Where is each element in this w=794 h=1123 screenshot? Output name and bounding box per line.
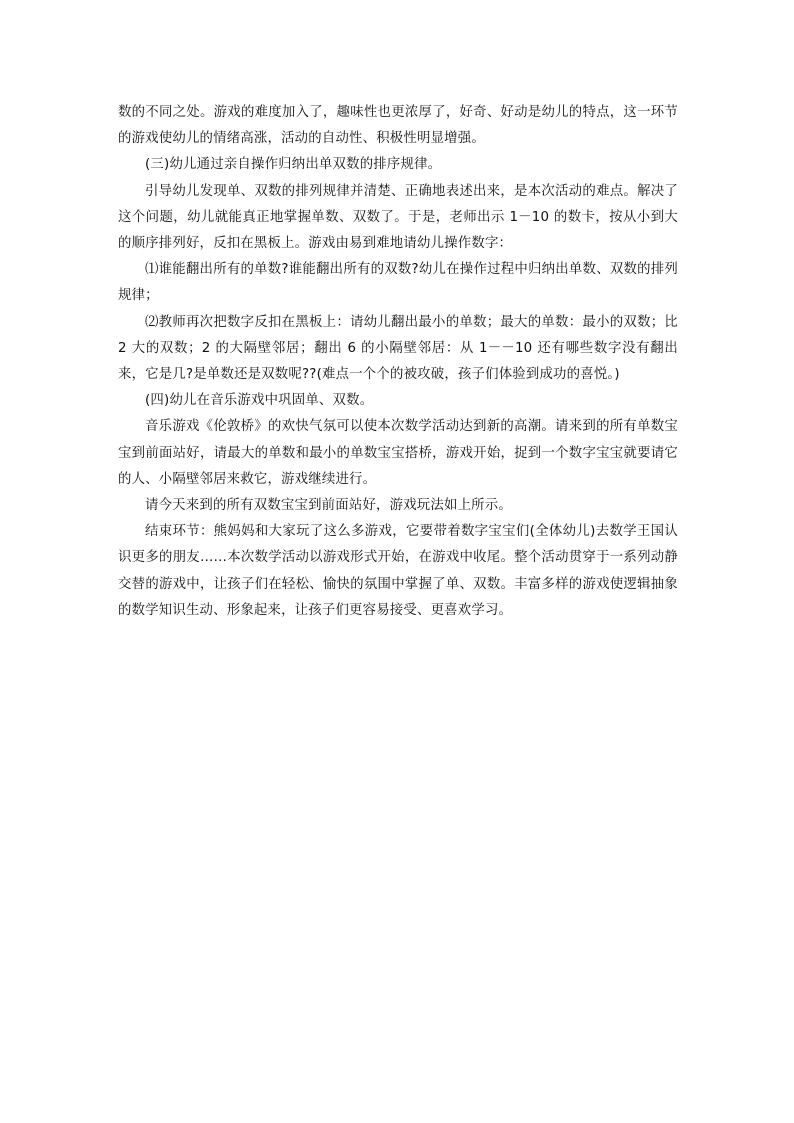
paragraph-8: 请今天来到的所有双数宝宝到前面站好，游戏玩法如上所示。 — [145, 498, 512, 514]
paragraph-9-conclusion: 结束环节：熊妈妈和大家玩了这么多游戏，它要带着数字宝宝们(全体幼儿)去数学王国认识更多的朋友……本次数学活动以游戏形式开始，在游戏中收尾。整个活动贯穿于一系列动静交替的游戏中，让孩子们在轻松、愉快的氛围中掌握了单、双数。丰富多样的游戏使逻辑抽象的数学知识生动、形象起来，让孩子们更容易接受、更喜欢学习。 — [118, 524, 678, 618]
paragraph-2-heading-three: (三)幼儿通过亲自操作归纳出单双数的排序规律。 — [145, 157, 442, 173]
paragraph-3: 引导幼儿发现单、双数的排列规律并清楚、正确地表述出来，是本次活动的难点。解决了这个问题，幼儿就能真正地掌握单数、双数了。于是，老师出示 1－10 的数卡，按从小到大的顺序排列好，反扣在黑板上。游戏由易到难地请幼儿操作数字： — [118, 183, 678, 252]
document-body — [118, 100, 678, 624]
paragraph-1: 数的不同之处。游戏的难度加入了，趣味性也更浓厚了，好奇、好动是幼儿的特点，这一环节的游戏使幼儿的情绪高涨，活动的自动性、积极性明显增强。 — [118, 105, 678, 147]
paragraph-6-heading-four: (四)幼儿在音乐游戏中巩固单、双数。 — [145, 393, 374, 409]
paragraph-7: 音乐游戏《伦敦桥》的欢快气氛可以使本次数学活动达到新的高潮。请来到的所有单数宝宝到前面站好，请最大的单数和最小的单数宝宝搭桥，游戏开始，捉到一个数字宝宝就要请它的人、小隔壁邻居来救它，游戏继续进行。 — [118, 419, 678, 487]
paragraph-4-step-one: ⑴谁能翻出所有的单数?谁能翻出所有的双数?幼儿在操作过程中归纳出单数、双数的排列规律； — [118, 262, 678, 304]
paragraph-5-step-two: ⑵教师再次把数字反扣在黑板上：请幼儿翻出最小的单数；最大的单数：最小的双数；比 2 大的双数；2 的大隔壁邻居；翻出 6 的小隔壁邻居：从 1－－10 还有哪些数字没有翻出来，它是几?是单数还是双数呢??(难点一个个的被攻破，孩子们体验到成功的喜悦。) — [118, 314, 678, 383]
